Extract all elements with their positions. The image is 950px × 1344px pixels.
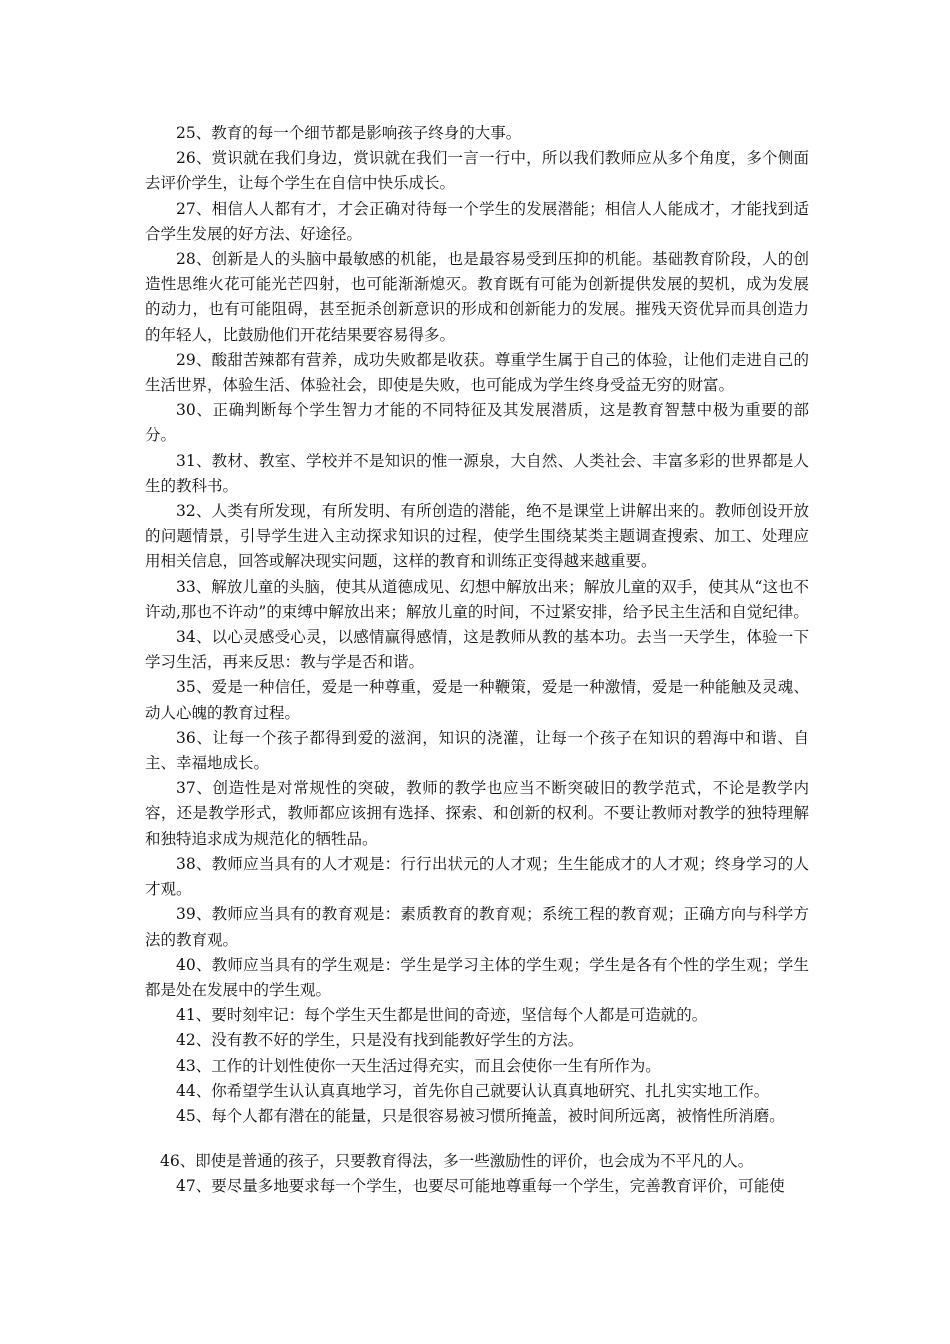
- paragraph-31: 31、教材、教室、学校并不是知识的惟一源泉，大自然、人类社会、丰富多彩的世界都是人生的教科书。: [145, 451, 809, 495]
- paragraph-45: 45、每个人都有潜在的能量，只是很容易被习惯所掩盖，被时间所远离，被惰性所消磨。: [176, 1106, 785, 1125]
- paragraph-44: 44、你希望学生认认真真地学习，首先你自己就要认认真真地研究、扎扎实实地工作。: [176, 1081, 770, 1100]
- paragraph-32: 32、人类有所发现，有所发明、有所创造的潜能，绝不是课堂上讲解出来的。教师创设开放的问题情景，引导学生进入主动探求知识的过程，使学生围绕某类主题调查搜索、加工、处理应用相关信息，回答或解决现实问题，这样的教育和训练正变得越来越重要。: [145, 502, 809, 571]
- paragraph-39: 39、教师应当具有的教育观是：素质教育的教育观；系统工程的教育观；正确方向与科学方法的教育观。: [145, 905, 809, 949]
- paragraph-30: 30、正确判断每个学生智力才能的不同特征及其发展潜质，这是教育智慧中极为重要的部分。: [145, 401, 809, 445]
- paragraph-40: 40、教师应当具有的学生观是：学生是学习主体的学生观；学生是各有个性的学生观；学生都是处在发展中的学生观。: [145, 955, 809, 999]
- paragraph-26: 26、赏识就在我们身边，赏识就在我们一言一行中，所以我们教师应从多个角度，多个侧面去评价学生，让每个学生在自信中快乐成长。: [145, 149, 809, 193]
- paragraph-27: 27、相信人人都有才，才会正确对待每一个学生的发展潜能；相信人人能成才，才能找到适合学生发展的好方法、好途径。: [145, 199, 809, 243]
- paragraph-46: 46、即使是普通的孩子，只要教育得法，多一些激励性的评价，也会成为不平凡的人。: [160, 1152, 754, 1171]
- paragraph-33: 33、解放儿童的头脑，使其从道德成见、幻想中解放出来；解放儿童的双手，使其从“这也不许动,那也不许动”的束缚中解放出来；解放儿童的时间，不过紧安排，给予民主生活和自觉纪律。: [145, 577, 809, 621]
- paragraph-28: 28、创新是人的头脑中最敏感的机能，也是最容易受到压抑的机能。基础教育阶段，人的创造性思维火花可能光芒四射，也可能渐渐熄灭。教育既有可能为创新提供发展的契机，成为发展的动力，也有可能阻碍，甚至扼杀创新意识的形成和创新能力的发展。摧残天资优异而具创造力的年轻人，比鼓励他们开花结果要容易得多。: [145, 250, 809, 344]
- paragraph-42: 42、没有教不好的学生，只是没有找到能教好学生的方法。: [176, 1031, 584, 1050]
- paragraph-47: 47、要尽量多地要求每一个学生，也要尽可能地尊重每一个学生，完善教育评价，可能使: [176, 1177, 785, 1196]
- paragraph-37: 37、创造性是对常规性的突破，教师的教学也应当不断突破旧的教学范式，不论是教学内容，还是教学形式，教师都应该拥有选择、探索、和创新的权利。不要让教师对教学的独特理解和独特追求成为规范化的牺牲品。: [145, 779, 809, 848]
- paragraph-43: 43、工作的计划性使你一天生活过得充实，而且会使你一生有所作为。: [176, 1056, 661, 1075]
- paragraph-35: 35、爱是一种信任，爱是一种尊重，爱是一种鞭策，爱是一种激情，爱是一种能触及灵魂、动人心魄的教育过程。: [145, 678, 809, 722]
- document-body: [145, 121, 809, 1200]
- paragraph-41: 41、要时刻牢记：每个学生天生都是世间的奇迹，坚信每个人都是可造就的。: [176, 1006, 708, 1025]
- paragraph-34: 34、以心灵感受心灵，以感情赢得感情，这是教师从教的基本功。去当一天学生，体验一下学习生活，再来反思：教与学是否和谐。: [145, 628, 809, 672]
- paragraph-36: 36、让每一个孩子都得到爱的滋润，知识的浇灌，让每一个孩子在知识的碧海中和谐、自主、幸福地成长。: [145, 728, 809, 773]
- paragraph-38: 38、教师应当具有的人才观是：行行出状元的人才观；生生能成才的人才观；终身学习的人才观。: [145, 854, 809, 899]
- paragraph-29: 29、酸甜苦辣都有营养，成功失败都是收获。尊重学生属于自己的体验，让他们走进自己的生活世界，体验生活、体验社会，即使是失败，也可能成为学生终身受益无穷的财富。: [145, 350, 809, 395]
- paragraph-25: 25、教育的每一个细节都是影响孩子终身的大事。: [176, 124, 522, 142]
